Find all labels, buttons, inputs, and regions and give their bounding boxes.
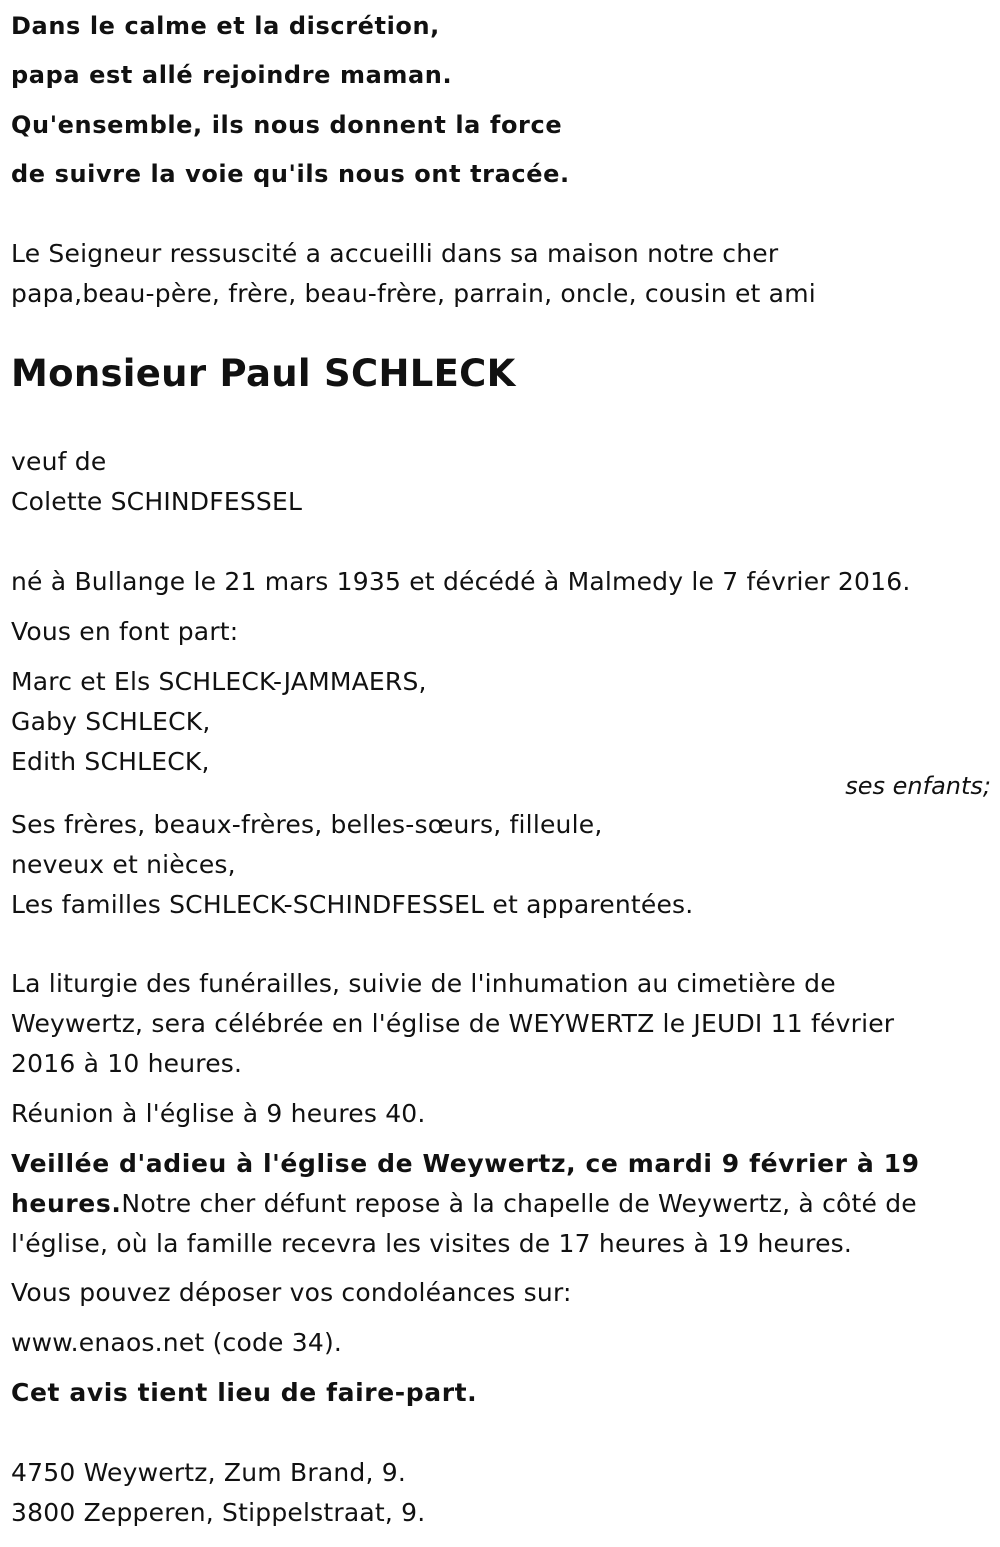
poem-line-1: Dans le calme et la discrétion, — [11, 12, 440, 40]
vigil-line-2 — [11, 1187, 917, 1221]
meeting-line: Réunion à l'église à 9 heures 40. — [11, 1099, 426, 1128]
poem-line-3: Qu'ensemble, ils nous donnent la force — [11, 111, 563, 139]
vigil-line-2-rest: Notre cher défunt repose à la chapelle de Weywertz, à côté de — [121, 1189, 917, 1218]
child-3: Edith SCHLECK, — [11, 747, 210, 776]
child-2: Gaby SCHLECK, — [11, 707, 211, 736]
relatives-line-1: Ses frères, beaux-frères, belles-sœurs, filleule, — [11, 810, 603, 839]
intro-line-2: papa,beau-père, frère, beau-frère, parrain, oncle, cousin et ami — [11, 279, 816, 308]
poem-line-4: de suivre la voie qu'ils nous ont tracée. — [11, 160, 570, 188]
condolences-label: Vous pouvez déposer vos condoléances sur: — [11, 1278, 572, 1307]
vigil-line-2-bold: heures. — [11, 1189, 122, 1218]
condolences-site: www.enaos.net (code 34). — [11, 1328, 343, 1357]
liturgy-line-2: Weywertz, sera célébrée en l'église de WEYWERTZ le JEUDI 11 février — [11, 1009, 895, 1038]
liturgy-line-1: La liturgie des funérailles, suivie de l'inhumation au cimetière de — [11, 969, 836, 998]
liturgy-line-3: 2016 à 10 heures. — [11, 1049, 243, 1078]
relatives-line-3: Les familles SCHLECK-SCHINDFESSEL et apparentées. — [11, 890, 694, 919]
address-1: 4750 Weywertz, Zum Brand, 9. — [11, 1458, 407, 1487]
address-2: 3800 Zepperen, Stippelstraat, 9. — [11, 1498, 426, 1527]
relatives-line-2: neveux et nièces, — [11, 850, 236, 879]
intro-line-1: Le Seigneur ressuscité a accueilli dans sa maison notre cher — [11, 239, 779, 268]
vigil-line-3: l'église, où la famille recevra les visites de 17 heures à 19 heures. — [11, 1229, 853, 1258]
widower-label: veuf de — [11, 447, 107, 476]
child-1: Marc et Els SCHLECK-JAMMAERS, — [11, 667, 427, 696]
birth-death-line: né à Bullange le 21 mars 1935 et décédé à Malmedy le 7 février 2016. — [11, 567, 911, 596]
notice-line: Cet avis tient lieu de faire-part. — [11, 1378, 478, 1407]
poem-line-2: papa est allé rejoindre maman. — [11, 61, 453, 89]
vigil-line-1: Veillée d'adieu à l'église de Weywertz, ce mardi 9 février à 19 — [11, 1149, 920, 1178]
children-role: ses enfants; — [845, 772, 991, 800]
deceased-name: Monsieur Paul SCHLECK — [11, 352, 516, 395]
spouse-name: Colette SCHINDFESSEL — [11, 487, 303, 516]
announce-label: Vous en font part: — [11, 617, 239, 646]
